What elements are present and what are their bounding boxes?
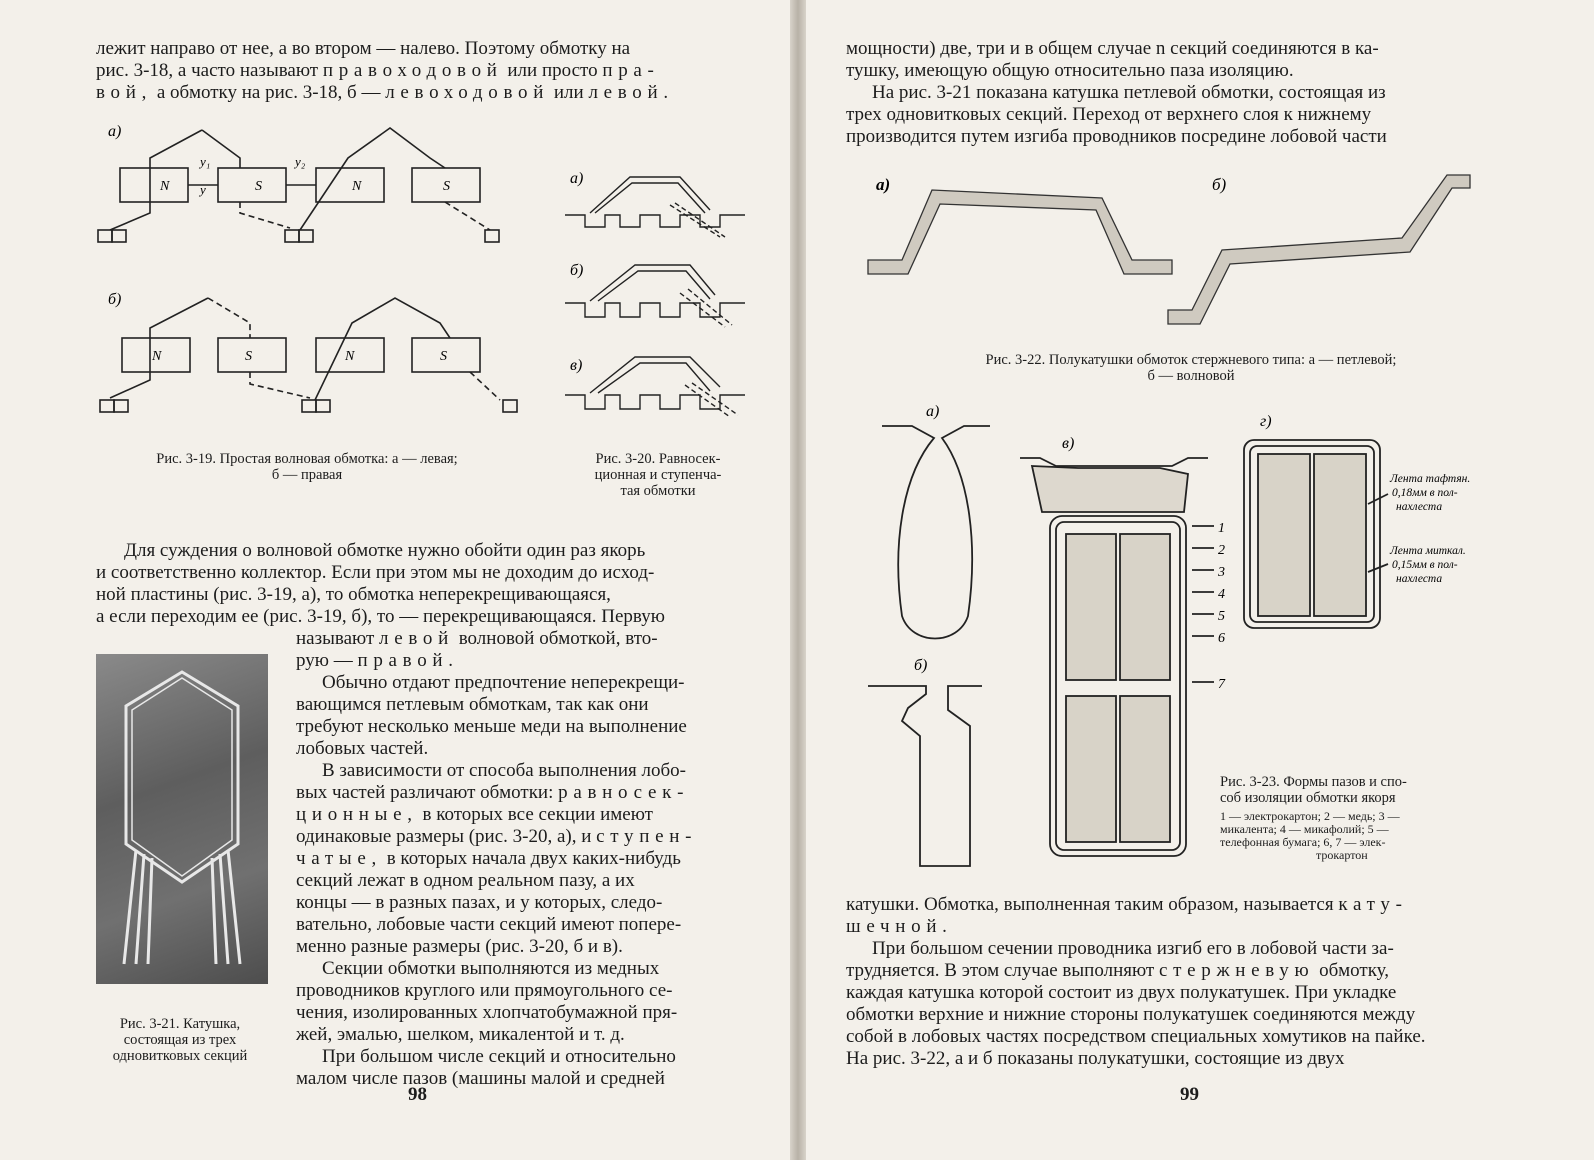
text-line: чения, изолированных хлопчатобумажной пря- bbox=[296, 1002, 678, 1023]
svg-text:N: N bbox=[345, 349, 355, 364]
svg-text:г): г) bbox=[1260, 413, 1272, 430]
text-line: вой, а обмотку на рис. 3-18, б — левоходовой или левой. bbox=[96, 82, 674, 103]
text-line: малом числе пазов (машины малой и средней bbox=[296, 1068, 665, 1089]
text-line: рис. 3-18, а часто называют правоходовой или просто пра- bbox=[96, 60, 660, 81]
svg-text:а): а) bbox=[570, 170, 584, 187]
text-line: жей, эмалью, шелком, микалентой и т. д. bbox=[296, 1024, 625, 1045]
svg-text:0,15мм в пол-: 0,15мм в пол- bbox=[1392, 559, 1458, 571]
svg-text:б): б) bbox=[914, 657, 928, 674]
text-line: мощности) две, три и в общем случае n секций соединяются в ка- bbox=[846, 38, 1379, 59]
text-line: требуют несколько меньше меди на выполнение bbox=[296, 716, 687, 737]
text-line: ной пластины (рис. 3-19, а), то обмотка неперекрещивающаяся, bbox=[96, 584, 611, 605]
text-line: вающимся петлевым обмоткам, так как они bbox=[296, 694, 649, 715]
coil-image bbox=[96, 654, 268, 984]
svg-text:Лента тафтян.: Лента тафтян. bbox=[1390, 473, 1471, 485]
fig19-label-b: б) bbox=[108, 291, 122, 308]
svg-text:S: S bbox=[255, 179, 262, 194]
svg-text:N: N bbox=[160, 179, 170, 194]
text-line: лобовых частей. bbox=[296, 738, 429, 759]
svg-text:в): в) bbox=[1062, 435, 1075, 452]
figure-3-21-photo bbox=[96, 654, 268, 984]
svg-text:S: S bbox=[443, 179, 450, 194]
text-line: а если переходим ее (рис. 3-19, б), то — перекрещивающаяся. Первую bbox=[96, 606, 665, 627]
fig23-caption: Рис. 3-23. Формы пазов и спо- соб изоляции обмотки якоря bbox=[1220, 774, 1407, 806]
svg-text:7: 7 bbox=[1218, 677, 1225, 692]
fig20-caption: Рис. 3-20. Равносек- ционная и ступенча- тая обмотки bbox=[594, 451, 722, 499]
svg-text:в): в) bbox=[570, 357, 583, 374]
text-line: Секции обмотки выполняются из медных bbox=[322, 958, 660, 979]
text-line: каждая катушка которой состоит из двух полукатушек. При укладке bbox=[846, 982, 1397, 1003]
svg-text:нахлеста: нахлеста bbox=[1396, 573, 1443, 585]
svg-text:S: S bbox=[440, 349, 447, 364]
fig19-caption: Рис. 3-19. Простая волновая обмотка: а — левая; б — правая bbox=[156, 451, 458, 483]
svg-text:а): а) bbox=[926, 403, 940, 420]
svg-text:N: N bbox=[152, 349, 162, 364]
fig21-caption: Рис. 3-21. Катушка, состоящая из трех одновитковых секций bbox=[112, 1016, 248, 1064]
text-line: и соответственно коллектор. Если при этом мы не доходим до исход- bbox=[96, 562, 655, 583]
right-page bbox=[806, 0, 1594, 1160]
svg-text:нахлеста: нахлеста bbox=[1396, 501, 1443, 513]
text-line: называют левой волновой обмоткой, вто- bbox=[296, 628, 658, 649]
figure-3-20 bbox=[560, 165, 760, 435]
text-line: секций лежат в одном реальном пазу, а их bbox=[296, 870, 635, 891]
left-page bbox=[0, 0, 790, 1160]
text-line: чатые, в которых начала двух каких-нибудь bbox=[296, 848, 681, 869]
text-line: вательно, лобовые части секций имеют попере- bbox=[296, 914, 682, 935]
svg-text:1: 1 bbox=[1218, 521, 1225, 536]
figure-3-19 bbox=[90, 118, 530, 428]
text-line: собой в лобовых частях посредством специальных хомутиков на пайке. bbox=[846, 1026, 1426, 1047]
text-line: ционные, в которых все секции имеют bbox=[296, 804, 653, 825]
text-line: одинаковые размеры (рис. 3-20, а), и ступен- bbox=[296, 826, 698, 847]
text-line: тушку, имеющую общую относительно паза изоляцию. bbox=[846, 60, 1294, 81]
svg-text:y₂: y₂ bbox=[295, 154, 306, 169]
text-line: трех одновитковых секций. Переход от верхнего слоя к нижнему bbox=[846, 104, 1372, 125]
text-line: При большом сечении проводника изгиб его в лобовой части за- bbox=[872, 938, 1394, 959]
text-line: проводников круглого или прямоугольного се- bbox=[296, 980, 673, 1001]
svg-text:Лента миткал.: Лента миткал. bbox=[1390, 545, 1466, 557]
text-line: обмотки верхние и нижние стороны полукатушек соединяются между bbox=[846, 1004, 1416, 1025]
text-line: рую — правой. bbox=[296, 650, 459, 671]
text-line: концы — в разных пазах, и у которых, следо- bbox=[296, 892, 663, 913]
fig22-caption: Рис. 3-22. Полукатушки обмоток стержневого типа: а — петлевой; б — волновой bbox=[985, 352, 1397, 384]
svg-text:5: 5 bbox=[1218, 609, 1225, 624]
figure-3-22 bbox=[862, 160, 1502, 340]
svg-text:2: 2 bbox=[1218, 543, 1225, 558]
svg-text:б): б) bbox=[1212, 175, 1227, 194]
book-gutter bbox=[790, 0, 806, 1160]
text-line: На рис. 3-21 показана катушка петлевой обмотки, состоящая из bbox=[872, 82, 1386, 103]
text-line: Обычно отдают предпочтение неперекрещи- bbox=[322, 672, 685, 693]
svg-text:6: 6 bbox=[1218, 631, 1225, 646]
svg-text:y: y bbox=[200, 182, 206, 197]
text-line: катушки. Обмотка, выполненная таким образом, называется кату- bbox=[846, 894, 1408, 915]
text-line: При большом числе секций и относительно bbox=[322, 1046, 676, 1067]
svg-text:3: 3 bbox=[1218, 565, 1225, 580]
svg-text:S: S bbox=[245, 349, 252, 364]
text-line: На рис. 3-22, а и б показаны полукатушки, состоящие из двух bbox=[846, 1048, 1345, 1069]
text-line: шечной. bbox=[846, 916, 953, 937]
svg-text:б): б) bbox=[570, 262, 584, 279]
page-number: 98 bbox=[408, 1084, 427, 1105]
text-line: менно разные размеры (рис. 3-20, б и в). bbox=[296, 936, 623, 957]
svg-text:0,18мм в пол-: 0,18мм в пол- bbox=[1392, 487, 1458, 499]
svg-text:N: N bbox=[352, 179, 362, 194]
fig23-legend: 1 — электрокартон; 2 — медь; 3 — микалента; 4 — микафолий; 5 — телефонная бумага; 6, 7 — элек- трокартон bbox=[1220, 809, 1400, 862]
text-line: В зависимости от способа выполнения лобо- bbox=[322, 760, 686, 781]
svg-text:4: 4 bbox=[1218, 587, 1225, 602]
text-line: лежит направо от нее, а во втором — налево. Поэтому обмотку на bbox=[96, 38, 631, 59]
text-line: Для суждения о волновой обмотке нужно обойти один раз якорь bbox=[124, 540, 646, 561]
page-number: 99 bbox=[1180, 1084, 1199, 1105]
svg-text:а): а) bbox=[876, 175, 891, 194]
text-line: производится путем изгиба проводников посредине лобовой части bbox=[846, 126, 1387, 147]
fig19-label-a: а) bbox=[108, 123, 122, 140]
text-line: трудняется. В этом случае выполняют стержневую обмотку, bbox=[846, 960, 1390, 981]
svg-text:y₁: y₁ bbox=[200, 154, 211, 169]
text-line: вых частей различают обмотки: равносек- bbox=[296, 782, 690, 803]
